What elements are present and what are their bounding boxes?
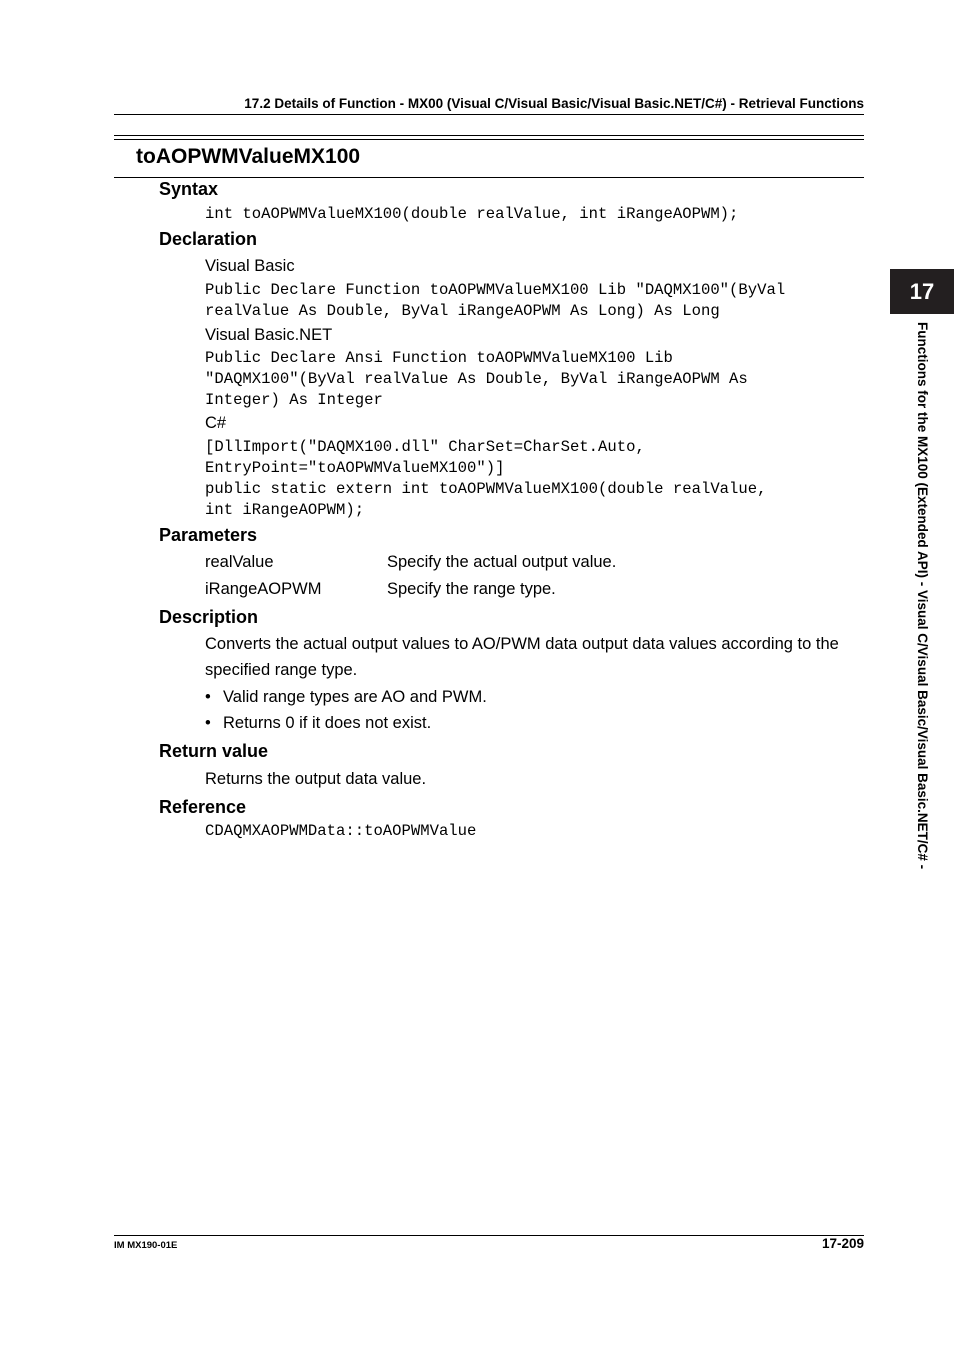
cs-label: C# <box>205 414 227 432</box>
reference-heading: Reference <box>159 797 247 817</box>
vb-code: Public Declare Function toAOPWMValueMX100 Lib "DAQMX100"(ByVal realValue As Double, ByVal iRangeAOPWM As Long) As Long <box>205 281 786 320</box>
description-bullet <box>205 714 431 733</box>
description-heading: Description <box>159 607 259 627</box>
description-text: Converts the actual output values to AO/PWM data output data values according to the specified range type. <box>205 635 839 679</box>
syntax-heading: Syntax <box>159 179 219 199</box>
vbnet-code: Public Declare Ansi Function toAOPWMValueMX100 Lib "DAQMX100"(ByVal realValue As Double, ByVal iRangeAOPWM As Integer) As Integer <box>205 349 748 409</box>
parameters-heading: Parameters <box>159 525 258 545</box>
running-head: 17.2 Details of Function - MX00 (Visual C/Visual Basic/Visual Basic.NET/C#) - Retrieval Functions <box>244 96 864 111</box>
cs-code: [DllImport("DAQMX100.dll" CharSet=CharSet.Auto, EntryPoint="toAOPWMValueMX100")] public static extern int toAOPWMValueMX100(double realValue, int iRangeAOPWM); <box>205 438 767 519</box>
title-rule-top-1 <box>114 135 864 136</box>
page-number: 17-209 <box>821 1236 864 1251</box>
footer-doc-id: IM MX190-01E <box>114 1240 178 1251</box>
bullet-text: Valid range types are AO and PWM. <box>223 688 487 706</box>
function-title: toAOPWMValueMX100 <box>136 145 361 168</box>
syntax-code: int toAOPWMValueMX100(double realValue, int iRangeAOPWM); <box>205 205 739 223</box>
chapter-tab: 17 <box>890 269 954 314</box>
vb-label: Visual Basic <box>205 257 295 275</box>
param-desc: Specify the range type. <box>387 580 556 598</box>
declaration-heading: Declaration <box>159 229 258 249</box>
bullet-text: Returns 0 if it does not exist. <box>223 714 432 732</box>
param-name: iRangeAOPWM <box>205 580 322 598</box>
title-rule-top-2 <box>114 139 864 140</box>
chapter-vertical-title: Functions for the MX100 (Extended API) - Visual C/Visual Basic/Visual Basic.NET/C# - <box>915 322 930 870</box>
bullet-mark: • <box>205 688 211 706</box>
reference-code: CDAQMXAOPWMData::toAOPWMValue <box>205 822 477 840</box>
param-name: realValue <box>205 553 274 571</box>
header-rule <box>114 114 864 115</box>
description-bullet <box>205 688 487 707</box>
param-desc: Specify the actual output value. <box>387 553 617 571</box>
vbnet-label: Visual Basic.NET <box>205 326 333 344</box>
return-value-heading: Return value <box>159 741 269 761</box>
bullet-mark: • <box>205 714 211 732</box>
footer-rule <box>114 1235 864 1236</box>
return-value-text: Returns the output data value. <box>205 770 427 788</box>
title-rule-bottom <box>114 177 864 178</box>
